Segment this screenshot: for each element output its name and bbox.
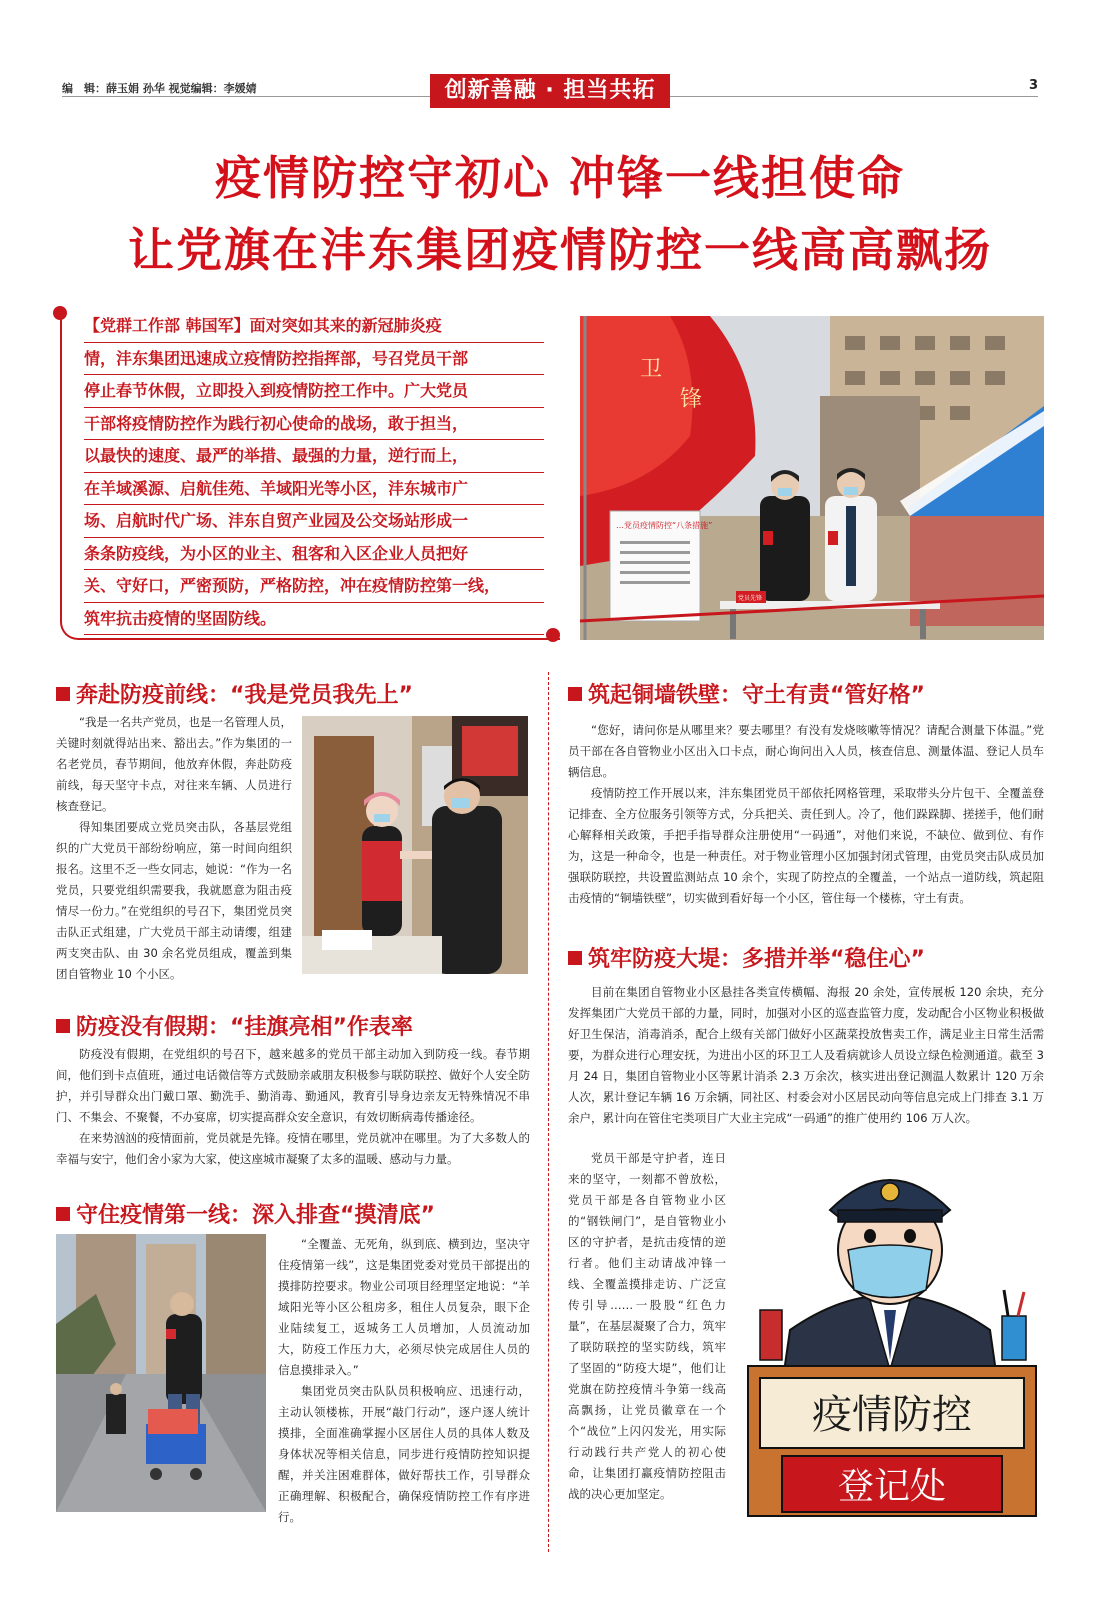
paragraph: “您好，请问你是从哪里来？要去哪里？有没有发烧咳嗽等情况？请配合测量下体温。”党员干部在各自管物业小区出入口卡点，耐心询问出入人员，核查信息、测量体温、登记人员车辆信息。	[568, 723, 1044, 779]
section-heading-3	[56, 1198, 435, 1229]
lead-line: 条条防疫线，为小区的业主、租客和入区企业人员把好	[84, 538, 544, 571]
lead-line: 关、守好口，严密预防，严格防控，冲在疫情防控第一线，	[84, 570, 544, 603]
lead-line: 【党群工作部 韩国军】面对突如其来的新冠肺炎疫	[84, 310, 544, 343]
paragraph: “我是一名共产党员，也是一名管理人员，关键时刻就得站出来、豁出去。”作为集团的一名老党员，春节期间，他放弃休假，奔赴防疫前线，每天坚守卡点，对往来车辆、人员进行核查登记。	[56, 715, 292, 813]
section-heading-text: 筑起铜墙铁壁：守土有责“管好格”	[588, 683, 925, 708]
section-body-5b	[568, 1148, 726, 1505]
lead-paragraph	[84, 310, 544, 635]
checkpoint-sign-text: 党员先锋	[738, 595, 763, 602]
section-heading-5	[568, 942, 925, 973]
paragraph: 得知集团要成立党员突击队，各基层党组织的广大党员干部纷纷响应，第一时间向组织报名。这里不乏一些女同志，她说：“作为一名党员，只要党组织需要我，我就愿意为阻击疫情尽一份力。”在党组织的号召下，集团党员突击队正式组建，广大党员干部主动请缨，组建两支突击队、由 30 余名党员组成，覆盖到集团自管物业 10 个小区。	[56, 820, 292, 981]
temperature-check-photo	[302, 716, 528, 974]
lead-line: 场、启航时代广场、沣东自贸产业园及公交场站形成一	[84, 505, 544, 538]
svg-text:卫: 卫	[640, 357, 663, 382]
section-heading-2	[56, 1010, 413, 1041]
lead-frame-dot	[53, 306, 67, 320]
desk-sign-line-1: 疫情防控	[812, 1392, 972, 1438]
headline-line-2: 让党旗在沣东集团疫情防控一线高高飘扬	[128, 223, 992, 277]
section-body-5a	[568, 982, 1044, 1129]
section-body-2	[56, 1044, 530, 1170]
column-divider	[548, 672, 549, 1552]
lead-line: 停止春节休假，立即投入到疫情防控工作中。广大党员	[84, 375, 544, 408]
section-banner: 创新善融 · 担当共拓	[430, 74, 670, 108]
page-number: 3	[1028, 78, 1038, 93]
section-body-3	[278, 1234, 530, 1528]
section-heading-text: 守住疫情第一线：深入排查“摸清底”	[76, 1203, 435, 1228]
heading-marker-icon	[56, 1207, 70, 1221]
heading-marker-icon	[568, 951, 582, 965]
section-heading-1	[56, 678, 413, 709]
lead-line: 情，沣东集团迅速成立疫情防控指挥部，号召党员干部	[84, 343, 544, 376]
section-heading-text: 防疫没有假期：“挂旗亮相”作表率	[76, 1015, 413, 1040]
registration-desk-illustration	[740, 1140, 1044, 1520]
checkpoint-board-text: …党员疫情防控“八条措施”	[616, 521, 713, 530]
lead-line: 在羊域溪源、启航佳苑、羊域阳光等小区，沣东城市广	[84, 473, 544, 506]
paragraph: 党员干部是守护者，连日来的坚守，一刻都不曾放松，党员干部是各自管物业小区的“钢铁闸门”，是自管物业小区的守护者，是抗击疫情的逆行者。他们主动请战冲锋一线、全覆盖摸排走访、广泛宣传引导……一股股“红色力量”，在基层凝聚了合力，筑牢了联防联控的坚实防线，筑牢了坚固的“防疫大堤”，他们让党旗在防控疫情斗争第一线高高飘扬，让党员徽章在一个个“战位”上闪闪发光，用实际行动践行共产党人的初心使命，让集团打赢疫情防控阻击战的决心更加坚定。	[568, 1151, 726, 1501]
paragraph: 防疫没有假期，在党组织的号召下，越来越多的党员干部主动加入到防疫一线。春节期间，他们到卡点值班，通过电话微信等方式鼓励亲戚朋友积极参与联防联控、做好个人安全防护，并引导群众出门戴口罩、勤洗手、勤消毒、勤通风，教育引导身边亲友无特殊情况不串门、不集会、不聚餐，不办宴席，切实提高群众安全意识，有效切断病毒传播途径。	[56, 1047, 530, 1124]
section-heading-text: 奔赴防疫前线：“我是党员我先上”	[76, 683, 413, 708]
heading-marker-icon	[568, 687, 582, 701]
lead-line: 以最快的速度、最严的举措、最强的力量，逆行而上，	[84, 440, 544, 473]
paragraph: 在来势汹汹的疫情面前，党员就是先锋。疫情在哪里，党员就冲在哪里。为了大多数人的幸福与安宁，他们舍小家为大家，使这座城市凝聚了太多的温暖、感动与力量。	[56, 1131, 530, 1166]
paragraph: 疫情防控工作开展以来，沣东集团党员干部依托网格管理，采取带头分片包干、全覆盖登记排查、全方位服务引领等方式，分兵把关、责任到人。冷了，他们跺跺脚、搓搓手，他们耐心解释相关政策，手把手指导群众注册使用“一码通”，对他们来说，不缺位、做到位、有作为，这是一种命令，也是一种责任。对于物业管理小区加强封闭式管理，由党员突击队成员加强联防联控，共设置监测站点 10 余个，实现了防控点的全覆盖，一个站点一道防线，筑起阻击疫情的“铜墙铁壁”，切实做到看好每一个小区，管住每一个楼栋，守土有责。	[568, 786, 1044, 905]
paragraph: “全覆盖、无死角，纵到底、横到边，坚决守住疫情第一线”，这是集团党委对党员干部提出的摸排防控要求。物业公司项目经理坚定地说：“羊域阳光等小区公租房多，租住人员复杂，眼下企业陆续复工，返城务工人员增加，人员流动加大，防疫工作压力大，必须尽快完成居住人员的信息摸排录入。”	[278, 1237, 530, 1377]
section-body-1	[56, 712, 292, 985]
lead-frame-dot	[546, 628, 560, 642]
heading-marker-icon	[56, 687, 70, 701]
heading-marker-icon	[56, 1019, 70, 1033]
section-heading-text: 筑牢防疫大堤：多措并举“稳住心”	[588, 947, 925, 972]
lead-line: 筑牢抗击疫情的坚固防线。	[84, 603, 544, 636]
paragraph: 集团党员突击队队员积极响应、迅速行动，主动认领楼栋，开展“敲门行动”，逐户逐人统计摸排，全面准确掌握小区居住人员的具体人数及身体状况等相关信息，同步进行疫情防控知识提醒，并关注困难群体，做好帮扶工作，引导群众正确理解、积极配合，确保疫情防控工作有序进行。	[278, 1384, 530, 1524]
lead-line: 干部将疫情防控作为践行初心使命的战场，敢于担当，	[84, 408, 544, 441]
editor-credits: 编 辑：薛玉娟 孙华 视觉编辑：李媛婧	[62, 82, 257, 95]
section-heading-4	[568, 678, 925, 709]
delivery-photo	[56, 1234, 266, 1512]
svg-text:锋: 锋	[680, 387, 703, 412]
section-body-4	[568, 720, 1044, 909]
headline-line-1: 疫情防控守初心 冲锋一线担使命	[214, 151, 905, 205]
desk-sign-line-2: 登记处	[837, 1466, 947, 1507]
paragraph: 目前在集团自管物业小区悬挂各类宣传横幅、海报 20 余处，宣传展板 120 余块，充分发挥集团广大党员干部的力量，同时，加强对小区的巡查监管力度，发动配合小区物业积极做好卫生保洁，消毒消杀，配合上级有关部门做好小区蔬菜投放售卖工作，满足业主日常生活需要，为群众进行心理安抚，为进出小区的环卫工人及看病就诊人员设立绿色检测通道。截至 3 月 24 日，集团自管物业小区等累计消杀 2.3 万余次，核实进出登记测温人数累计 120 万余人次，累计登记车辆 16 万余辆，同社区、村委会对小区居民动向等信息完成上门排查 3.1 万余户，累计向在管住宅类项目广大业主完成“一码通”的推广使用约 106 万人次。	[568, 985, 1044, 1125]
checkpoint-photo	[580, 316, 1044, 640]
